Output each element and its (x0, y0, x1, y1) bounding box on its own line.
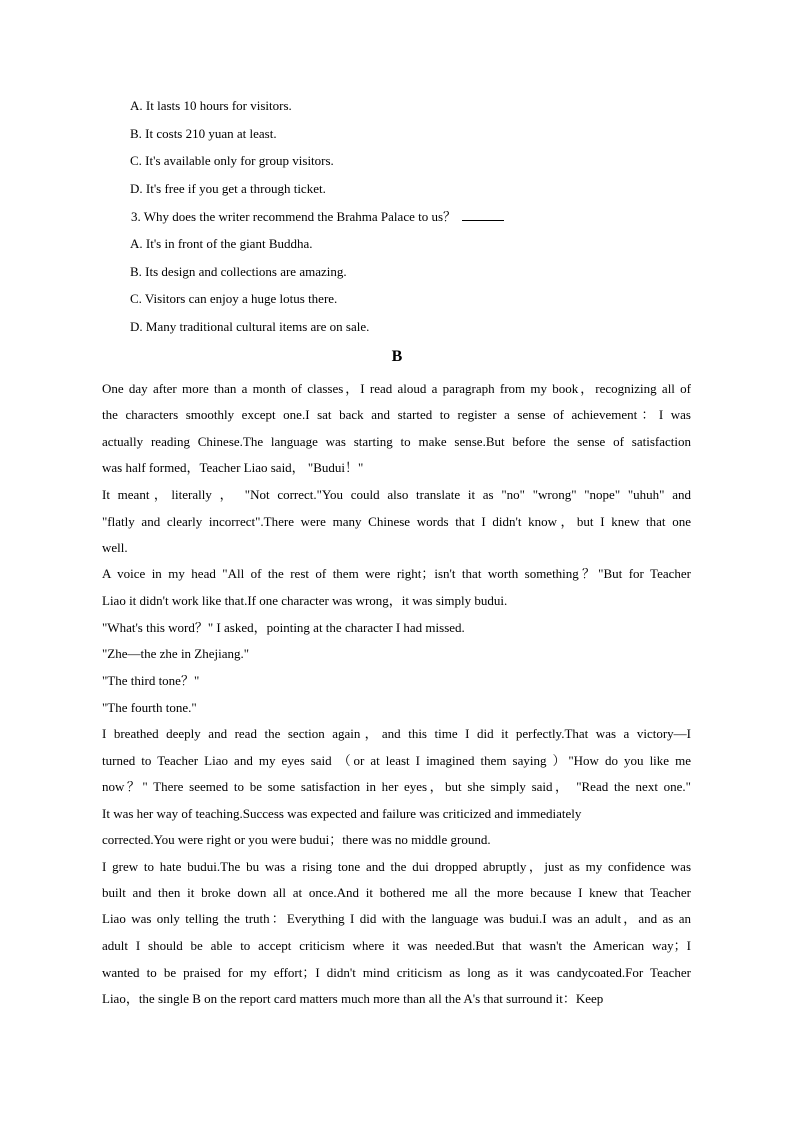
passage-line: I grew to hate budui.The bu was a rising tone and the dui dropped abruptly，just as my confidence was (102, 859, 691, 874)
question-3-text: 3. Why does the writer recommend the Brahma Palace to us？ (131, 209, 457, 224)
passage-line: "The third tone？" (102, 673, 200, 688)
passage-line: actually reading Chinese.The language was starting to make sense.But before the sense of satisfaction (102, 434, 691, 449)
q2-option-a: A. It lasts 10 hours for visitors. (130, 98, 292, 113)
passage-line: It was her way of teaching.Success was expected and failure was criticized and immediately (102, 806, 582, 821)
passage-line: "flatly and clearly incorrect".There were many Chinese words that I didn't know，but I knew that one (102, 514, 691, 529)
passage-line: well. (102, 540, 128, 555)
answer-blank (462, 208, 504, 221)
q3-option-a: A. It's in front of the giant Buddha. (130, 236, 313, 251)
q3-option-c: C. Visitors can enjoy a huge lotus there. (130, 291, 338, 306)
passage-line: Liao it didn't work like that.If one character was wrong，it was simply budui. (102, 593, 508, 608)
q2-option-b: B. It costs 210 yuan at least. (130, 126, 277, 141)
passage-line: "What's this word？" I asked，pointing at the character I had missed. (102, 620, 465, 635)
passage-line: "The fourth tone." (102, 700, 197, 715)
q3-option-b: B. Its design and collections are amazing. (130, 264, 347, 279)
passage-line: A voice in my head "All of the rest of them were right；isn't that worth something？"But for Teacher (102, 566, 691, 581)
section-title: B (391, 348, 403, 365)
passage-line: I breathed deeply and read the section again，and this time I did it perfectly.That was a victory—I (102, 726, 691, 741)
passage-line: adult I should be able to accept criticism where it was needed.But that wasn't the American way；I (102, 938, 691, 953)
passage-line: built and then it broke down all at once.And it bothered me all the more because I knew that Teacher (102, 885, 691, 900)
q2-option-d: D. It's free if you get a through ticket. (130, 181, 326, 196)
passage-line: It meant，literally ， "Not correct."You could also translate it as "no" "wrong" "nope" "uhuh" and (102, 487, 691, 502)
q2-option-c: C. It's available only for group visitors. (130, 153, 334, 168)
passage-line: turned to Teacher Liao and my eyes said （or at least I imagined them saying ）"How do you like me (102, 753, 691, 768)
passage-line: "Zhe—the zhe in Zhejiang." (102, 646, 250, 661)
passage-line: was half formed，Teacher Liao said， "Budui！" (102, 460, 364, 475)
q3-option-d: D. Many traditional cultural items are on sale. (130, 319, 370, 334)
passage-line: wanted to be praised for my effort；I didn't mind criticism as long as it was candycoated.For Teacher (102, 965, 691, 980)
passage-line: Liao was only telling the truth：Everything I did with the language was budui.I was an adult，and as an (102, 911, 691, 926)
passage-line: Liao，the single B on the report card matters much more than all the A's that surround it：Keep (102, 991, 604, 1006)
passage-line: now？" There seemed to be some satisfaction in her eyes，but she simply said， "Read the next one." (102, 779, 691, 794)
passage-line: One day after more than a month of classes，I read aloud a paragraph from my book，recognizing all of (102, 381, 691, 396)
passage-line: corrected.You were right or you were budui；there was no middle ground. (102, 832, 491, 847)
question-3 (131, 208, 504, 225)
passage-line: the characters smoothly except one.I sat back and started to register a sense of achievement：I was (102, 407, 691, 422)
